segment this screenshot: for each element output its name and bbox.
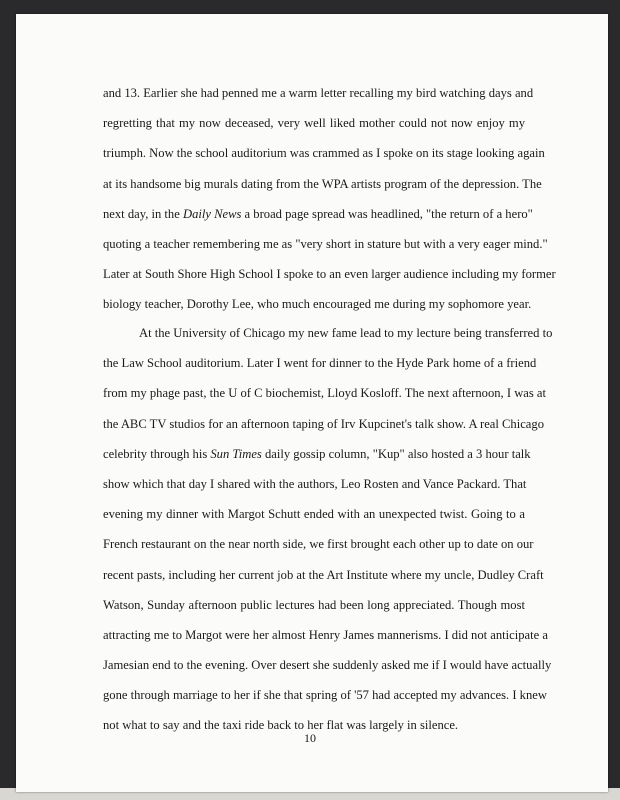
text-line: [103, 680, 547, 710]
paragraph-1: [103, 78, 556, 320]
text-line: [103, 199, 533, 229]
text-line: [103, 289, 532, 319]
paragraph-2: [103, 318, 553, 741]
text-line: [103, 348, 537, 378]
text-line: [103, 469, 525, 499]
text-run: daily gossip column, "Kup" also hosted a 3 hour talk: [261, 446, 531, 461]
text-run: Later at South Shore High School I spoke to an even larger audience including my former: [103, 267, 556, 282]
italic-title: Daily News: [182, 206, 242, 221]
text-run: triumph. Now the school auditorium was crammed as I spoke on its stage looking again: [103, 146, 545, 161]
text-run: and 13. Earlier she had penned me a warm letter recalling my bird watching days and: [103, 86, 534, 100]
text-line: [103, 78, 534, 108]
text-run: attracting me to Margot were her almost Henry James mannerisms. I did not anticipate a: [103, 627, 548, 642]
text-line: [103, 620, 548, 650]
text-run: not what to say and the taxi ride back to her flat was largely in silence.: [103, 718, 459, 733]
text-run: gone through marriage to her if she that spring of '57 had accepted my advances. I knew: [103, 688, 547, 703]
text-run: biology teacher, Dorothy Lee, who much encouraged me during my sophomore year.: [103, 297, 532, 312]
text-line: [103, 409, 544, 439]
italic-title: Sun Times: [210, 446, 262, 461]
text-line: [103, 169, 542, 199]
text-line: [103, 229, 548, 259]
page-number: 10: [304, 731, 316, 745]
text-line: [103, 378, 547, 408]
text-run: from my phage past, the U of C biochemist, Lloyd Kosloff. The next afternoon, I was at: [103, 386, 547, 401]
text-line: [103, 650, 552, 680]
text-run: regretting that my now deceased, very well liked mother could not now enjoy my: [103, 116, 525, 131]
text-run: French restaurant on the near north side, we first brought each other up to date on our: [103, 537, 534, 552]
text-line: [103, 590, 525, 620]
text-run: the Law School auditorium. Later I went for dinner to the Hyde Park home of a friend: [103, 356, 537, 371]
text-run: the ABC TV studios for an afternoon taping of Irv Kupcinet's talk show. A real Chicago: [103, 416, 544, 431]
text-run: at its handsome big murals dating from the WPA artists program of the depression. The: [103, 176, 542, 191]
text-line: [103, 318, 553, 348]
text-line: [103, 560, 544, 590]
text-run: Watson, Sunday afternoon public lectures had been long appreciated. Though most: [103, 597, 525, 612]
text-line: [103, 108, 525, 138]
text-run: a broad page spread was headlined, "the return of a hero": [241, 206, 533, 221]
text-run: At the University of Chicago my new fame lead to my lecture being transferred to: [139, 326, 553, 340]
text-line: [103, 499, 525, 529]
text-run: show which that day I shared with the authors, Leo Rosten and Vance Packard. That: [103, 476, 527, 491]
text-run: evening my dinner with Margot Schutt ended with an unexpected twist. Going to a: [103, 507, 525, 522]
text-line: [103, 529, 534, 559]
text-run: next day, in the: [103, 206, 183, 221]
text-run: quoting a teacher remembering me as "very short in stature but with a very eager mind.": [103, 236, 548, 251]
text-line: [103, 259, 556, 289]
text-run: Jamesian end to the evening. Over desert she suddenly asked me if I would have actually: [103, 658, 552, 673]
text-run: recent pasts, including her current job at the Art Institute where my uncle, Dudley Craft: [103, 567, 544, 582]
text-line: [103, 439, 531, 469]
text-run: celebrity through his: [103, 446, 211, 461]
text-line: [103, 138, 545, 168]
